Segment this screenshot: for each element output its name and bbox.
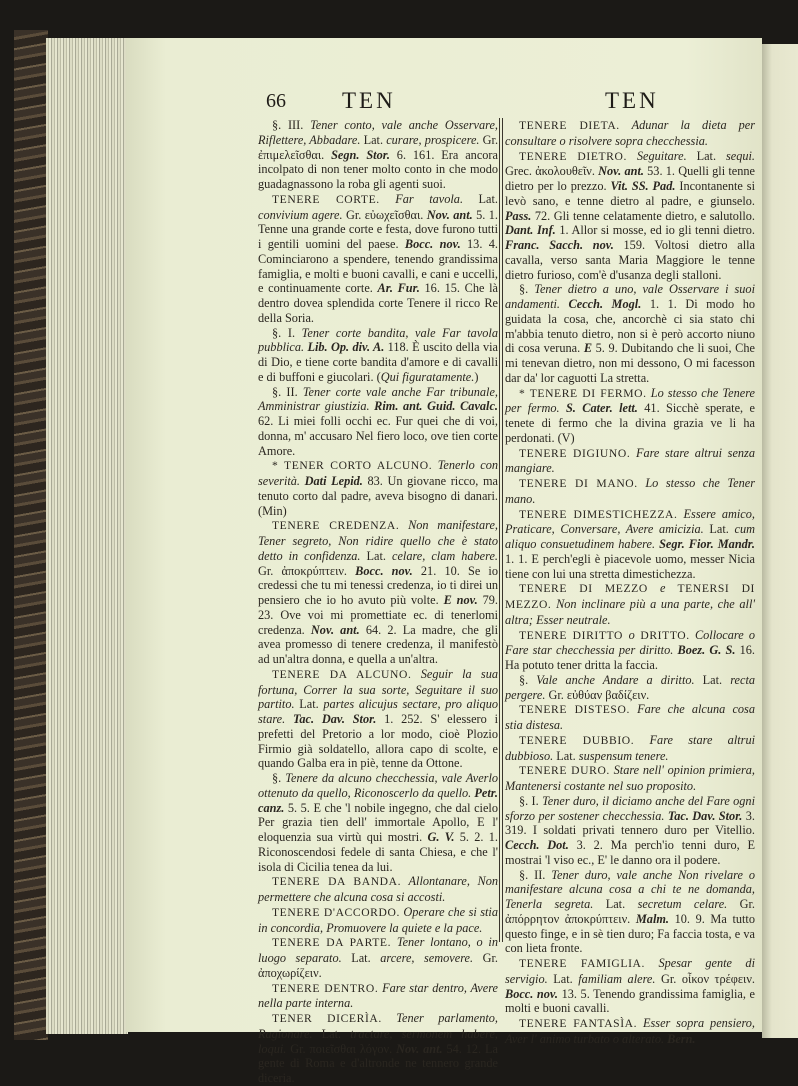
definition-text: Essere amico, Praticare, Conversare, Avere amicizia. xyxy=(505,506,755,537)
dictionary-entry xyxy=(505,507,755,582)
citation: Petr. canz. xyxy=(258,785,498,815)
entry-text: 62. Li miei folli occhi ec. Fur quei che di voi, donna, m' accusaro Nel fiero loco, ove tien corte Amore. xyxy=(258,414,498,458)
entry-text: §. III. xyxy=(272,118,311,132)
definition-text: Spesar gente di servigio. xyxy=(505,956,755,986)
definition-text: familiam alere. xyxy=(578,971,656,986)
definition-text: Fare star dentro, Avere nella parte interna. xyxy=(258,980,498,1011)
headword: * TENERE DI FERMO. xyxy=(519,386,647,400)
entry-text: Gr. οἶκον τρέφειν. xyxy=(655,971,755,986)
entry-text: Lat. xyxy=(294,697,324,712)
entry-text: 21. 10. Se io credessi che tu mi tenessi credenza, io ti direi un pensiero che io ho avuto più volte. xyxy=(258,563,498,607)
definition-text: o xyxy=(628,627,635,642)
entry-text: 64. 2. La madre, che gli avea promesso di tenere credenza, il manifestò ad un'altra donna, e quella a un'altra. xyxy=(258,622,498,666)
dictionary-entry xyxy=(505,386,755,446)
definition-text: Fare stare altrui senza mangiare. xyxy=(505,445,755,476)
headword: TENERE DA BANDA. xyxy=(272,875,402,889)
definition-text: Fare stare altrui dubbioso. xyxy=(505,732,756,763)
entry-text: Gr. ἐπιμελεῖσθαι. xyxy=(258,132,499,162)
entry-text: Gr. ἀποχωρίζειν. xyxy=(258,951,498,980)
dictionary-entry xyxy=(505,581,755,627)
entry-text: Gr. εὐθύαν βαδίζειν. xyxy=(545,687,650,702)
dictionary-entry xyxy=(258,981,498,1012)
headword: DRITTO. xyxy=(634,628,690,642)
citation: Bern. xyxy=(664,1031,696,1046)
citation: Malm. xyxy=(635,911,669,926)
headword: TENERE DURO. xyxy=(519,764,610,778)
headword: TENERE DI MANO. xyxy=(519,477,638,490)
headword: TENERE DENTRO. xyxy=(272,981,379,995)
definition-text: cum aliquo consuetudinem habere. xyxy=(505,522,756,551)
entry-text: 53. 1. Quelli gli tenne dietro per lo prezzo. xyxy=(505,164,755,193)
definition-text: Vale anche Andare a diritto. xyxy=(536,672,695,687)
definition-text: Lo stesso che Tenere per fermo. xyxy=(505,385,755,416)
headword: TENERE DIRITTO xyxy=(519,628,629,642)
right-column xyxy=(505,118,755,1047)
definition-text: convivium agere. xyxy=(258,207,343,222)
citation: S. Cater. lett. xyxy=(559,401,638,416)
definition-text: partes alicujus sectare, pro aliquo stare. xyxy=(258,697,498,726)
entry-text: 41. Sicchè sperate, e tenete di fermo che la divina grazia ve li ha perdonati. (V) xyxy=(505,401,755,445)
entry-text: §. II. xyxy=(519,867,552,882)
definition-text: Tener duro, il diciamo anche del Fare ogni sforzo per sostener checchessia. xyxy=(505,793,755,823)
entry-text: 13. 5. Tenendo grandissima famiglia, e molti e buoni cavalli. xyxy=(505,986,755,1016)
citation: Vit. SS. Pad. xyxy=(610,179,676,193)
citation: Lib. Op. div. A. xyxy=(304,340,385,355)
entry-text: 83. Un giovane ricco, ma tenuto corto dal padre, aveva bisogno di danari. (Min) xyxy=(258,474,498,518)
citation: Nov. ant. xyxy=(310,622,360,637)
entry-text: 6. 161. Era ancora incolpato di non tener molto conto in che modo guadagnassono la roba gli agenti suoi. xyxy=(258,147,498,191)
entry-text: Gr. εὐωχεῖσθαι. xyxy=(342,207,427,222)
entry-text: Gr. ἀπόρρητον ἀποκρύπτειν. xyxy=(505,897,755,926)
facing-page-edge xyxy=(762,44,798,1038)
citation: E xyxy=(583,341,593,356)
entry-text: 118. È uscito della via di Dio, e tiene corte bandita d'amore e di cavalli e di buffoni e giucolari. ( xyxy=(258,340,498,384)
definition-text: Esser sopra pensiero, Aver l' animo turbato o alterato. xyxy=(505,1016,756,1046)
entry-text: §. xyxy=(272,771,286,785)
entry-text: 79. 23. Ove voi mi promettiate ec. di tenerlomi credenza. xyxy=(258,593,499,637)
entry-text: 72. Gli tenne celatamente dietro, e salutollo. xyxy=(531,208,755,223)
citation: Nov. ant. xyxy=(426,207,473,222)
definition-text: sequi. xyxy=(725,148,755,163)
definition-text: Collocare o Fare star checchessia per diritto. xyxy=(505,627,756,658)
entry-text: §. I. xyxy=(272,325,302,340)
entry-text: §. II. xyxy=(272,384,303,399)
dictionary-entry xyxy=(258,874,498,905)
page-number: 66 xyxy=(266,90,286,112)
entry-text: §. xyxy=(519,282,535,297)
dictionary-entry xyxy=(258,458,498,518)
dictionary-entry xyxy=(505,868,755,957)
dictionary-entry xyxy=(258,518,498,667)
dictionary-entry xyxy=(258,667,498,771)
citation: Pass. xyxy=(505,208,532,223)
definition-text: suspensum tenere. xyxy=(578,748,669,763)
entry-text: 10. 9. Ma tutto questo finge, e in sè tien duro; Fa faccia tosta, e va con lieta fronte. xyxy=(505,911,755,956)
entry-text: 16. 15. Che là dentro dovea splendida corte Tenere il ricco Re della Soria. xyxy=(258,281,498,325)
entry-text: Lat. xyxy=(553,748,579,763)
citation: Rim. ant. Guid. Cavalc. xyxy=(369,399,498,414)
definition-text: curare, prospicere. xyxy=(386,132,480,147)
definition-text: secretum celare. xyxy=(637,897,728,911)
citation: E nov. xyxy=(443,593,478,607)
entry-text: Lat. xyxy=(593,897,638,911)
headword: TENER DICERÌA. xyxy=(272,1012,382,1025)
book-spine xyxy=(14,30,48,1040)
dictionary-entry xyxy=(505,733,755,764)
headword: TENERSI DI MEZZO. xyxy=(505,582,755,611)
headword: TENERE DIGIUNO. xyxy=(519,446,631,460)
dictionary-entry xyxy=(505,956,755,1016)
definition-text: celare, clam habere. xyxy=(391,548,498,563)
entry-text: §. xyxy=(519,672,537,687)
entry-text: Lat. xyxy=(686,148,726,163)
entry-text: Lat. xyxy=(463,191,498,206)
definition-text: Tenerlo con severità. xyxy=(258,458,499,488)
entry-text: Gr. ἀποκρύπτειν. xyxy=(258,563,356,578)
entry-text: Lat. xyxy=(547,971,579,986)
entry-text: 5. 2. 1. Riconoscendosi fedele di santa Chiesa, e che l' isola di Cicilia tenea da lui. xyxy=(258,830,498,874)
dictionary-entry xyxy=(258,905,498,936)
dictionary-entry xyxy=(505,673,755,703)
entry-text: Gr. ποιεῖσθαι λόγον. xyxy=(286,1041,397,1056)
entry-text: 54. 12. La gente di Roma e d'altronde ne tennero grande diceria. xyxy=(258,1041,498,1085)
definition-text: Tenere da alcuno checchessia, vale Averlo ottenuto da quello, Riconoscerlo da quello. xyxy=(258,771,499,800)
definition-text: Qui figuratamente. xyxy=(380,369,475,384)
citation: Nov. ant. xyxy=(598,164,644,179)
citation: Ar. Fur. xyxy=(377,281,420,296)
definition-text: e xyxy=(660,581,666,596)
entry-text: 159. Voltosi dietro alla cavalla, verso santa Maria Maggiore le tenne dietro furioso, com'è d'usanza degli stalloni. xyxy=(505,238,755,282)
definition-text: recta pergere. xyxy=(505,672,756,702)
citation: Boez. G. S. xyxy=(673,643,736,658)
dictionary-entry xyxy=(505,794,755,868)
definition-text: Operare che si stia in concordia, Promuovere la quiete e la pace. xyxy=(258,904,498,935)
definition-text: Tener corte vale anche Far tribunale, Amministrar giustizia. xyxy=(258,384,498,414)
headword: TENERE DA PARTE. xyxy=(272,936,392,950)
definition-text: Tener dietro a uno, vale Osservare i suoi andamenti. xyxy=(505,282,756,311)
entry-text: Lat. xyxy=(360,548,392,563)
definition-text: arcere, semovere. xyxy=(380,951,474,965)
entry-text: ) xyxy=(474,369,479,384)
column-divider xyxy=(499,118,503,942)
entry-text: 5. 5. E che 'l nobile ingegno, che dal cielo Per grazia tien dell' immortale Apollo, E l' eloquenzia sua virtù qui mostri. xyxy=(258,800,498,844)
headword: TENERE DISTESO. xyxy=(519,703,630,717)
definition-text: Lo stesso che Tener mano. xyxy=(505,476,755,506)
definition-text: Non inclinare più a una parte, che all' altra; Esser neutrale. xyxy=(505,597,755,627)
definition-text: Seguir la sua fortuna, Correr la sua sorte, Seguitare il suo partito. xyxy=(258,666,498,712)
definition-text: Adunar la dieta per consultare o risolvere sopra checchessia. xyxy=(505,118,755,148)
definition-text: Seguitare. xyxy=(626,148,687,163)
entry-text: Grec. ἀκολουθεῖν. xyxy=(505,164,599,179)
citation: Cecch. Mogl. xyxy=(560,297,642,311)
dictionary-entry xyxy=(258,326,498,385)
citation: Tac. Dav. Stor. xyxy=(664,808,743,823)
citation: Dati Lepid. xyxy=(300,474,363,488)
citation: Bocc. nov. xyxy=(505,986,558,1001)
citation: Dant. Inf. xyxy=(505,223,556,238)
entry-text: 1. Allor si mosse, ed io gli tenni dietro. xyxy=(555,223,755,238)
citation: G. V. xyxy=(427,830,455,844)
entry-text: 1. 1. Di modo ho guidata la cosa, che, ancorchè ci sia stato chi m'abbia tenuto dietro, non si è però accorto niuno di cosa veruna. xyxy=(505,297,756,356)
entry-text: §. I. xyxy=(519,793,543,808)
definition-text: Tener corte bandita, vale Far tavola pubblica. xyxy=(258,325,498,355)
headword: TENERE DUBBIO. xyxy=(519,733,635,747)
dictionary-entry xyxy=(258,935,498,980)
dictionary-entry xyxy=(505,702,755,733)
citation: Bocc. nov. xyxy=(404,237,461,251)
dictionary-entry xyxy=(258,192,498,326)
dictionary-entry xyxy=(505,446,755,477)
dictionary-entry xyxy=(258,118,498,192)
headword: TENERE CREDENZA. xyxy=(272,519,400,533)
entry-text: 1. 1. E perch'egli è piacevole uomo, messer Nicia tiene con lui una stretta dimestichezza. xyxy=(505,551,755,581)
entry-text: Lat. xyxy=(703,522,735,537)
entry-text: Lat. xyxy=(694,672,731,687)
dictionary-entry xyxy=(505,149,755,283)
entry-text: 1. 252. S' elessero i prefetti del Pretorio a lor modo, cioè Plozio Firmio già soldatello, allora capo di scolte, e quando Galba era in piè, tenne da Ottone. xyxy=(258,712,498,771)
definition-text: Tener conto, vale anche Osservare, Riflettere, Abbadare. xyxy=(258,118,498,147)
definition-text: Tener parlamento, Ragionare. xyxy=(258,1011,498,1041)
entry-text: 3. 319. I soldati privati tennero duro per Vitellio. xyxy=(505,808,756,838)
entry-text: 16. Ha potuto tener dritta la faccia. xyxy=(505,643,755,672)
dictionary-entry xyxy=(505,282,755,385)
dictionary-entry xyxy=(505,763,755,794)
definition-text: Tener duro, vale anche Non rivelare o manifestare alcuna cosa a chi te ne domanda, Tenerla segreta. xyxy=(505,867,756,911)
dictionary-entry xyxy=(505,118,755,149)
entry-text: Lat. xyxy=(312,1026,351,1041)
headword: TENERE DA ALCUNO. xyxy=(272,667,412,681)
headword: TENERE FANTASÌA. xyxy=(519,1017,638,1030)
headword: TENERE DIMESTICHEZZA. xyxy=(519,507,678,521)
definition-text: tractare, sermonem habere, loqui. xyxy=(258,1026,498,1056)
headword: TENERE D'ACCORDO. xyxy=(272,905,400,919)
right-running-header: TEN xyxy=(605,88,659,113)
citation: Bocc. nov. xyxy=(355,563,413,578)
definition-text: Non manifestare, Tener segreto, Non ridire quello che è stato detto in confidenza. xyxy=(258,518,498,563)
definition-text: Fare che alcuna cosa stia distesa. xyxy=(505,702,755,732)
left-column xyxy=(258,118,498,1086)
headword: * TENER CORTO ALCUNO. xyxy=(272,459,433,473)
dictionary-entry xyxy=(505,628,755,673)
dictionary-entry xyxy=(505,476,755,507)
headword: TENERE DIETA. xyxy=(519,119,620,132)
page-edges xyxy=(46,38,128,1034)
headword: TENERE FAMIGLIA. xyxy=(519,957,646,970)
headword: TENERE DI MEZZO xyxy=(519,582,661,596)
headword: TENERE DIETRO. xyxy=(519,149,627,163)
citation: Segn. Stor. xyxy=(331,147,390,162)
entry-text: Incontanente si levò sano, e tenne dietro al padre, e giunselo. xyxy=(505,179,755,208)
citation: Cecch. Dot. xyxy=(505,838,569,852)
entry-text: 3. 2. Ma perch'io tenni duro, E mostrai 'l viso ec., E' le danno ora il podere. xyxy=(505,838,755,867)
left-running-header: TEN xyxy=(342,88,396,113)
citation: Tac. Dav. Stor. xyxy=(285,712,377,726)
entry-text: 5. 1. Tenne una grande corte e festa, dove furono tutti i gentili uomini del paese. xyxy=(258,207,498,251)
definition-text: Tener lontano, o in luogo separato. xyxy=(258,935,498,965)
dictionary-entry xyxy=(505,1016,755,1047)
definition-text: Far tavola. xyxy=(379,191,464,206)
headword: TENERE CORTE. xyxy=(272,192,380,206)
definition-text: Stare nell' opinion primiera, Mantenersi costante nel suo proposito. xyxy=(505,763,756,793)
citation: Franc. Sacch. nov. xyxy=(505,238,614,252)
entry-text: Lat. xyxy=(341,951,381,965)
citation: Segr. Fior. Mandr. xyxy=(655,537,755,551)
dictionary-entry xyxy=(258,771,498,874)
entry-text: 13. 4. Cominciarono a spendere, tenendo grandissima famiglia, e molti e buoni cavalli, e cani e uccelli, e continuamente corte. xyxy=(258,237,498,296)
entry-text: Lat. xyxy=(360,132,387,147)
citation: Nov. ant. xyxy=(396,1041,443,1056)
dictionary-entry xyxy=(258,1011,498,1086)
definition-text: Allontanare, Non permettere che alcuna cosa si accosti. xyxy=(258,874,499,904)
dictionary-entry xyxy=(258,385,498,459)
entry-text: 5. 9. Dubitando che li suoi, Che mi tenevan dietro, non mi dessono, O mi facesson dar da' lor caguotti La stretta. xyxy=(505,341,755,385)
